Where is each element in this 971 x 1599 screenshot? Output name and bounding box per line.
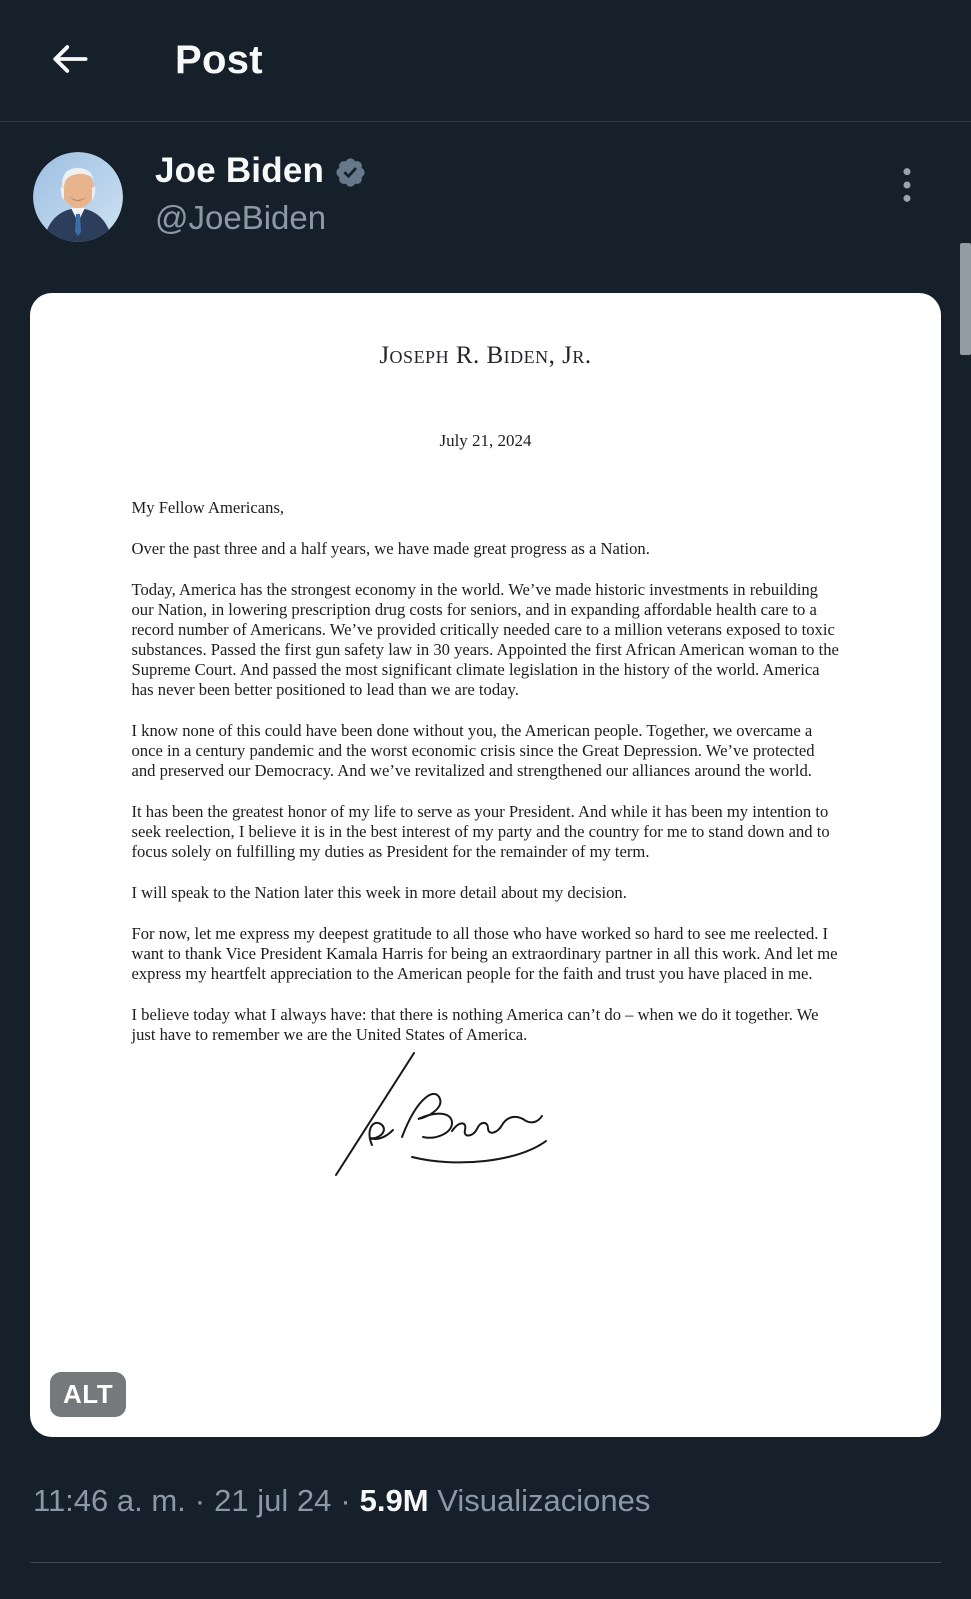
- letter-paragraph: Over the past three and a half years, we have made great progress as a Nation.: [131, 539, 650, 558]
- letter-paragraph: My Fellow Americans,: [131, 498, 285, 517]
- author-handle[interactable]: @JoeBiden: [155, 199, 327, 236]
- letter-letterhead: Joseph R. Biden, Jr.: [379, 342, 592, 369]
- meta-separator: ·: [340, 1483, 351, 1518]
- post-time: 11:46 a. m.: [33, 1483, 186, 1518]
- avatar[interactable]: [33, 152, 123, 242]
- back-button[interactable]: [46, 37, 94, 85]
- letter-image[interactable]: [30, 293, 941, 1437]
- letter-paragraph: Today, America has the strongest economy in the world. We’ve made historic investments in rebuilding our Nation, in lowering prescription drug costs for seniors, and in expanding affordable health care to a record number of Americans. We’ve provided critically needed care to a million veterans exposed to toxic substances. Passed the first gun safety law in 30 years. Appointed the first African American woman to the Supreme Court. And passed the most significant climate legislation in the history of the world. America has never been better positioned to lead than we are today.: [131, 580, 839, 699]
- signature-icon: [326, 1049, 606, 1179]
- scrollbar-thumb[interactable]: [960, 243, 971, 355]
- meta-separator: ·: [194, 1483, 206, 1518]
- more-menu-button[interactable]: [884, 158, 930, 214]
- letter-paragraph: I will speak to the Nation later this week in more detail about my decision.: [131, 883, 627, 902]
- alt-badge[interactable]: ALT: [50, 1372, 126, 1417]
- post-date: 21 jul 24: [214, 1483, 332, 1518]
- views-count: 5.9M: [359, 1483, 429, 1518]
- page-title: Post: [175, 38, 263, 82]
- letter-paragraph: I believe today what I always have: that there is nothing America can’t do – when we do it together. We just have to remember we are the United States of America.: [131, 1005, 819, 1044]
- author-name: Joe Biden: [155, 151, 325, 190]
- letter-paragraph: I know none of this could have been done without you, the American people. Together, we overcame a once in a century pandemic and the worst economic crisis since the Great Depression. We’ve protected and preserved our Democracy. And we’ve revitalized and strengthened our alliances around the world.: [131, 721, 815, 780]
- section-divider: [30, 1562, 941, 1563]
- more-menu-icon: [887, 163, 927, 210]
- letter-body: [132, 498, 840, 1045]
- post-meta: [33, 1481, 953, 1521]
- top-bar: [0, 0, 971, 122]
- back-arrow-icon: [48, 37, 92, 84]
- profile-photo: [33, 152, 123, 242]
- letter-paragraph: For now, let me express my deepest gratitude to all those who have worked so hard to see me reelected. I want to thank Vice President Kamala Harris for being an extraordinary partner in all this work. And let me express my heartfelt appreciation to the American people for the faith and trust you have placed in me.: [131, 924, 838, 983]
- author-name-row[interactable]: [155, 151, 367, 191]
- letter-date: July 21, 2024: [439, 431, 532, 450]
- letter-paragraph: It has been the greatest honor of my life to serve as your President. And while it has been my intention to seek reelection, I believe it is in the best interest of my party and the country for me to stand down and to focus solely on fulfilling my duties as President for the remainder of my term.: [131, 802, 830, 861]
- verified-badge-icon: [334, 156, 367, 189]
- views-label: Visualizaciones: [437, 1483, 651, 1518]
